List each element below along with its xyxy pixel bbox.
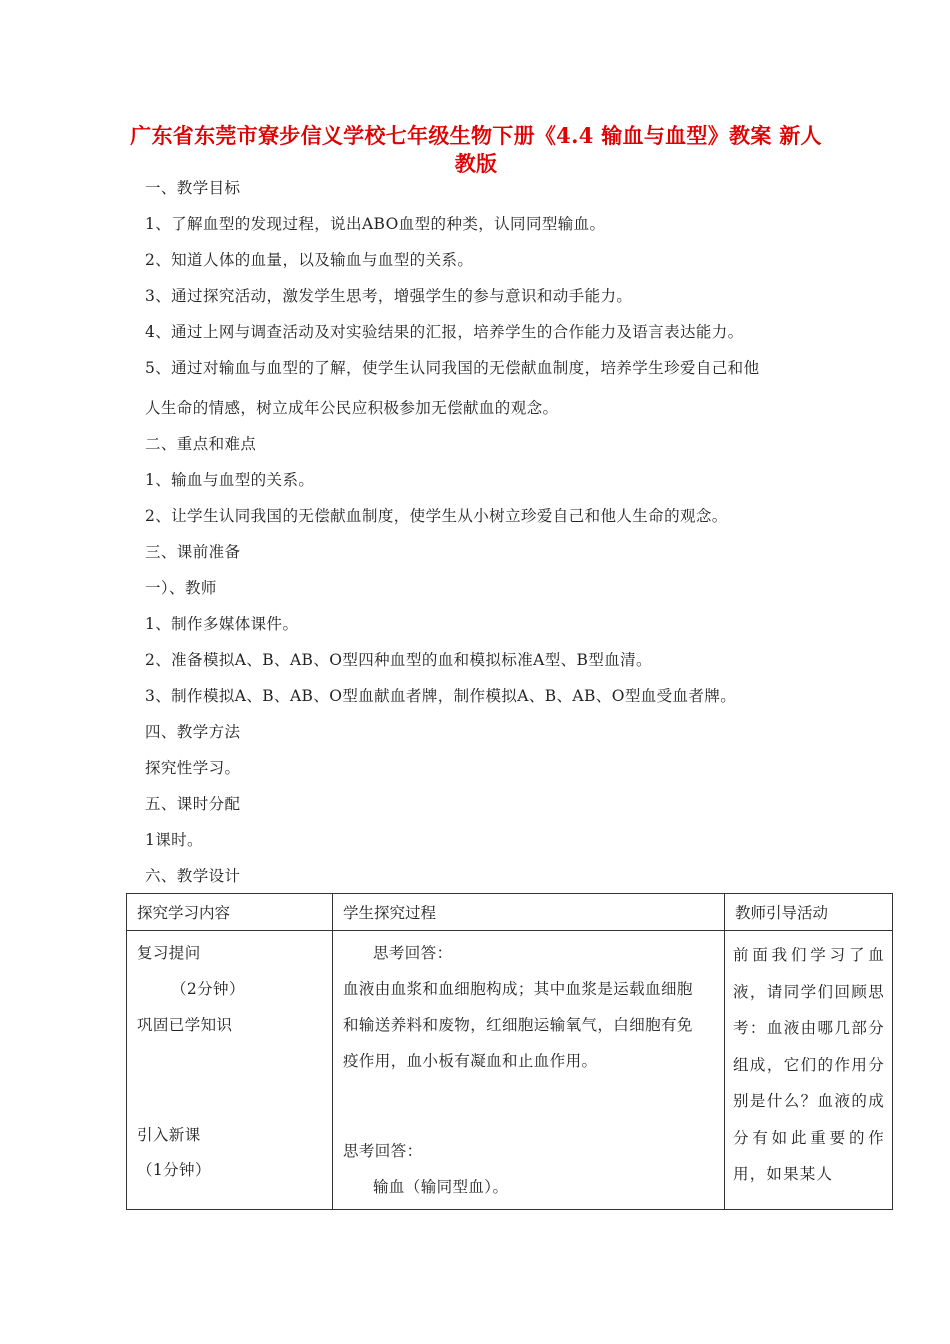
section-heading-hours: 五、课时分配 [145, 795, 241, 813]
preparation-item: 2、准备模拟A、B、AB、O型四种血型的血和模拟标准A型、B型血清。 [145, 651, 652, 669]
goal-item: 5、通过对输血与血型的了解，使学生认同我国的无偿献血制度，培养学生珍爱自己和他 [145, 359, 760, 377]
cell-text: 思考回答： [343, 1142, 423, 1160]
cell-text: （1分钟） [137, 1161, 211, 1179]
cell-text: 和输送养料和废物，红细胞运输氧气，白细胞有免 [343, 1016, 693, 1034]
section-heading-goals: 一、教学目标 [145, 179, 241, 197]
table-row [127, 931, 893, 1210]
teacher-activity-cell [725, 931, 893, 1210]
goal-item: 1、了解血型的发现过程，说出ABO血型的种类，认同同型输血。 [145, 215, 606, 233]
goal-item: 4、通过上网与调查活动及对实验结果的汇报，培养学生的合作能力及语言表达能力。 [145, 323, 744, 341]
key-point-item: 1、输血与血型的关系。 [145, 471, 315, 489]
table-header-cell: 教师引导活动 [725, 894, 893, 931]
section-heading-design: 六、教学设计 [145, 867, 241, 885]
cell-text: 思考回答： [373, 944, 453, 962]
student-process-cell [333, 931, 725, 1210]
table-header-cell: 探究学习内容 [127, 894, 333, 931]
section-heading-preparation: 三、课前准备 [145, 543, 241, 561]
section-heading-method: 四、教学方法 [145, 723, 241, 741]
cell-text: 血液由血浆和血细胞构成；其中血浆是运载血细胞 [343, 980, 693, 998]
cell-text: 疫作用，血小板有凝血和止血作用。 [343, 1052, 598, 1070]
cell-text: 输血（输同型血）。 [373, 1178, 509, 1196]
table-header-cell: 学生探究过程 [333, 894, 725, 931]
goal-item-continued: 人生命的情感，树立成年公民应积极参加无偿献血的观念。 [145, 399, 559, 417]
teaching-design-table [126, 893, 893, 1210]
cell-text: 引入新课 [137, 1126, 201, 1144]
goal-item: 2、知道人体的血量，以及输血与血型的关系。 [145, 251, 474, 269]
page-title: 广东省东莞市寮步信义学校七年级生物下册《4.4 输血与血型》教案 新人教版 [130, 123, 822, 176]
cell-text: 复习提问 [137, 944, 201, 962]
hours-text: 1课时。 [145, 831, 203, 849]
table-header-row [127, 894, 893, 931]
preparation-item: 3、制作模拟A、B、AB、O型血献血者牌，制作模拟A、B、AB、O型血受血者牌。 [145, 687, 737, 705]
cell-text: 巩固已学知识 [137, 1016, 233, 1034]
method-text: 探究性学习。 [145, 759, 241, 777]
content-cell [127, 931, 333, 1210]
preparation-item: 1、制作多媒体课件。 [145, 615, 299, 633]
cell-text: （2分钟） [171, 980, 245, 998]
goal-item: 3、通过探究活动，激发学生思考，增强学生的参与意识和动手能力。 [145, 287, 633, 305]
section-heading-key-points: 二、重点和难点 [145, 435, 257, 453]
cell-text: 前面我们学习了血液，请同学们回顾思考：血液由哪几部分组成，它们的作用分别是什么？血液的成分有如此重要的作用，如果某人 [733, 946, 885, 1183]
key-point-item: 2、让学生认同我国的无偿献血制度，使学生从小树立珍爱自己和他人生命的观念。 [145, 507, 728, 525]
preparation-subheading: 一）、教师 [145, 579, 217, 597]
